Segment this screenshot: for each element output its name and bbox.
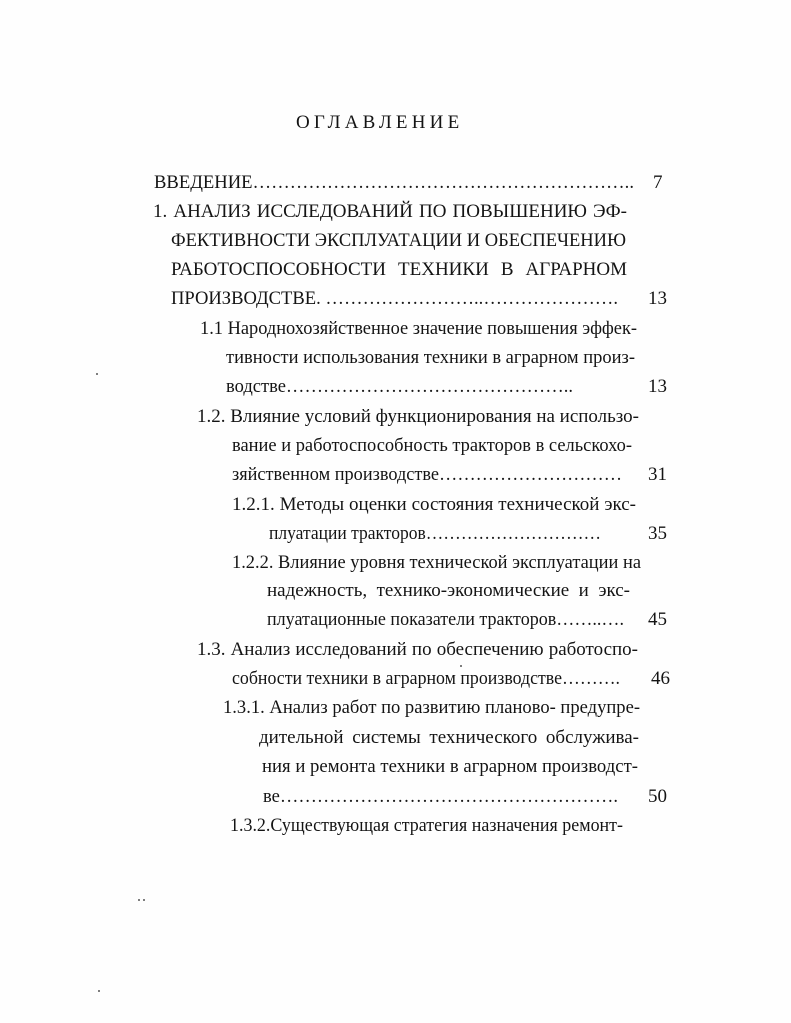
toc-line: водстве……………………………………….. — [226, 376, 573, 397]
toc-line: 1.2.2. Влияние уровня технической эксплуатации на — [232, 552, 641, 573]
toc-line: дительной системы технического обслужива- — [259, 727, 640, 748]
toc-line: надежность, технико-экономические и экс- — [267, 580, 630, 601]
toc-line: 1.3. Анализ исследований по обеспечению работоспо- — [197, 639, 638, 660]
toc-line: тивности использования техники в аграрном произ- — [226, 347, 635, 368]
toc-line: РАБОТОСПОСОБНОСТИ ТЕХНИКИ В АГРАРНОМ — [171, 259, 627, 280]
toc-line: ПРОИЗВОДСТВЕ. ……………………..…………………. — [171, 288, 619, 309]
scan-speck — [143, 899, 145, 901]
toc-line: плуатации тракторов………………………… — [269, 523, 601, 544]
toc-line: 1.1 Народнохозяйственное значение повышения эффек- — [200, 318, 638, 339]
scan-speck — [96, 373, 98, 375]
toc-line: 1.2. Влияние условий функционирования на использо- — [197, 406, 639, 427]
toc-line: 1.2.1. Методы оценки состояния технической экс- — [232, 494, 637, 515]
page-number: 45 — [648, 609, 667, 630]
toc-line: вание и работоспособность тракторов в сельскохо- — [232, 435, 633, 456]
toc-line: ВВЕДЕНИЕ…………………………………………………….. — [154, 172, 634, 193]
page-number: 31 — [648, 464, 667, 485]
page-number: 7 — [653, 172, 663, 193]
page-number: 13 — [648, 376, 667, 397]
toc-line: 1. АНАЛИЗ ИССЛЕДОВАНИЙ ПО ПОВЫШЕНИЮ ЭФ- — [153, 201, 628, 222]
toc-line: ФЕКТИВНОСТИ ЭКСПЛУАТАЦИИ И ОБЕСПЕЧЕНИЮ — [171, 230, 627, 251]
toc-line: 1.3.1. Анализ работ по развитию планово- предупре- — [223, 697, 641, 718]
page-number: 13 — [648, 288, 667, 309]
toc-line: 1.3.2.Существующая стратегия назначения ремонт- — [230, 815, 623, 836]
toc-line: собности техники в аграрном производстве………. — [232, 668, 620, 689]
page-number: 50 — [648, 786, 667, 807]
page-number: 46 — [651, 668, 670, 689]
scan-speck — [98, 990, 100, 992]
page-title: ОГЛАВЛЕНИЕ — [296, 112, 464, 133]
toc-line: ве………………………………………………. — [263, 786, 618, 807]
scan-speck — [138, 899, 140, 901]
toc-line: зяйственном производстве………………………… — [232, 464, 623, 485]
page-number: 35 — [648, 523, 667, 544]
scan-speck — [460, 665, 462, 667]
toc-line: плуатационные показатели тракторов……..…. — [267, 609, 624, 630]
toc-line: ния и ремонта техники в аграрном производст- — [262, 756, 639, 777]
